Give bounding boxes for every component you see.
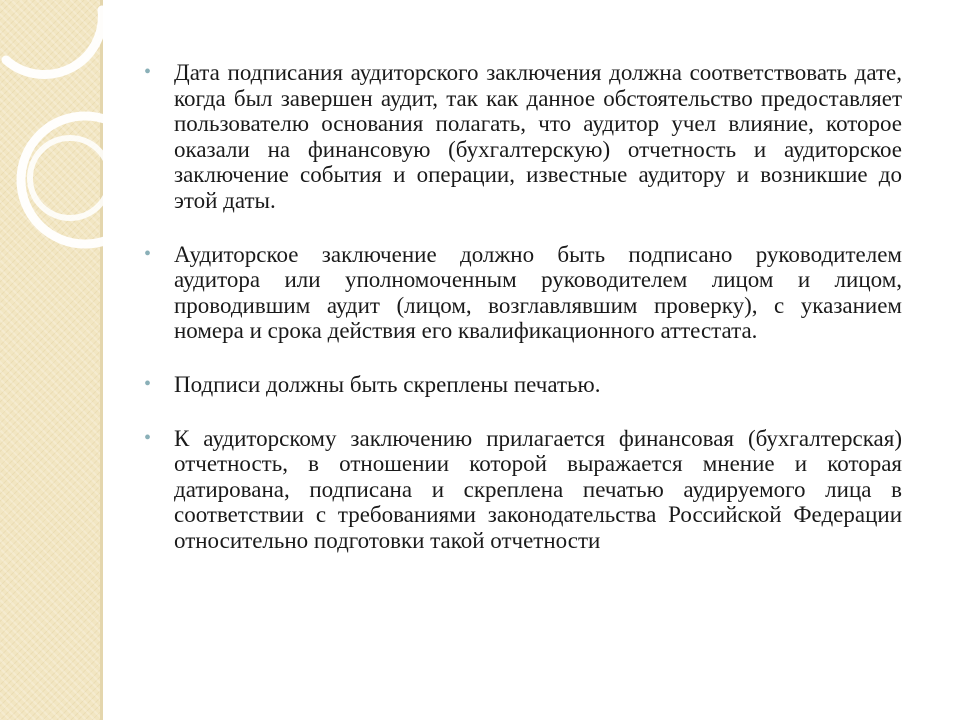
bullet-dot-icon: • [144,61,152,83]
bullet-item [140,60,902,214]
bullet-text: Дата подписания аудиторского заключения должна соответствовать дате, когда был завершен аудит, так как данное обстоятельство предоставляет пользователю основания полагать, что аудитор учел влияние, которое оказали на финансовую (бухгалтерскую) отчетность и аудиторское заключение события и операции, известные аудитору и возникшие до этой даты. [174,60,902,213]
decorative-rings-icon [0,0,140,260]
bullet-text: Подписи должны быть скреплены печатью. [174,371,601,397]
bullet-dot-icon: • [144,426,152,449]
bullet-item [140,426,902,554]
bullet-dot-icon: • [144,372,152,395]
bullet-dot-icon: • [144,242,152,265]
bullet-text: Аудиторское заключение должно быть подписано руководителем аудитора или уполномоченным руководителем лицом и лицом, проводившим аудит (лицом, возглавлявшим проверку), с указанием номера и срока действия его квалификационного аттестата. [174,241,902,344]
bullet-item [140,372,902,398]
slide-content [140,60,902,582]
ring-top-arc [6,10,102,75]
ring-large [21,116,149,244]
bullet-text: К аудиторскому заключению прилагается финансовая (бухгалтерская) отчетность, в отношении которой выражается мнение и которая датирована, подписана и скреплена печатью аудируемого лица в соответствии с требованиями законодательства Российской Федерации относительно подготовки такой отчетности [174,425,902,553]
bullet-item [140,242,902,344]
ring-small [30,138,110,218]
